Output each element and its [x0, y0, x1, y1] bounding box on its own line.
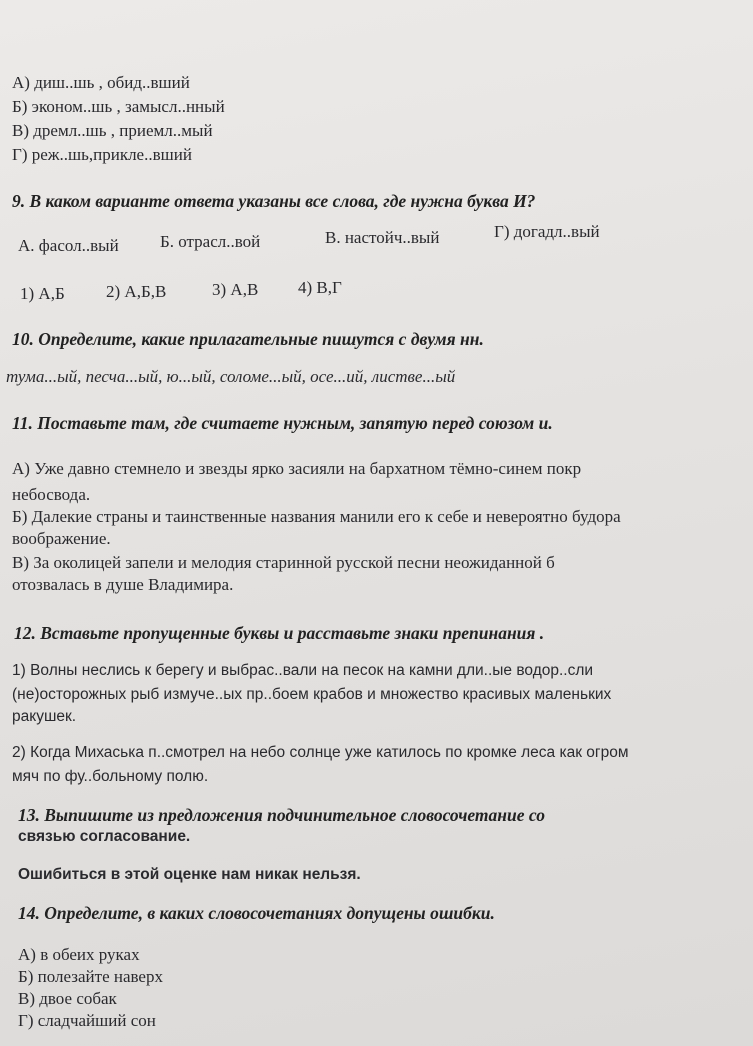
q12-title: 12. Вставьте пропущенные буквы и расставьте знаки препинания . [14, 623, 545, 643]
q9-word-c: В. настойч..вый [325, 228, 440, 247]
q14-option-b: Б) полезайте наверх [18, 967, 163, 986]
q9-word-b: Б. отрасл..вой [160, 232, 261, 251]
q9-title: 9. В каком варианте ответа указаны все слова, где нужна буква И? [12, 191, 536, 211]
q8-option-c: В) дремл..шь , приемл..мый [12, 121, 213, 140]
q10-words: тума...ый, песча...ый, ю...ый, соломе...ый, осе...ий, листве...ый [6, 367, 456, 386]
q12-line-5: мяч по фу..больному полю. [12, 768, 209, 785]
q12-line-1: 1) Волны неслись к берегу и выбрас..вали на песок на камни дли..ые водор..сли [12, 662, 594, 679]
q12-line-4: 2) Когда Михаська п..смотрел на небо солнце уже катилось по кромке леса как огром [12, 744, 629, 761]
q13-title-cont: связью согласование. [18, 828, 191, 845]
q10-title: 10. Определите, какие прилагательные пишутся с двумя нн. [12, 329, 484, 349]
q9-answer-2: 2) А,Б,В [106, 282, 167, 301]
q14-title: 14. Определите, в каких словосочетаниях допущены ошибки. [18, 903, 495, 923]
q8-option-b: Б) эконом..шь , замысл..нный [12, 97, 225, 116]
q9-answer-4: 4) В,Г [298, 278, 342, 297]
q9-word-d: Г) догадл..вый [494, 222, 600, 241]
q13-title: 13. Выпишите из предложения подчинительное словосочетание со [18, 805, 545, 825]
q12-line-3: ракушек. [12, 708, 77, 725]
q13-sentence: Ошибиться в этой оценке нам никак нельзя. [18, 866, 361, 883]
q8-option-d: Г) реж..шь,прикле..вший [12, 145, 192, 164]
q11-line-2: небосвода. [12, 485, 91, 504]
q12-line-2: (не)осторожных рыб измуче..ых пр..боем крабов и множество красивых маленьких [12, 686, 612, 703]
q11-line-4: воображение. [12, 529, 111, 548]
q9-answer-1: 1) А,Б [20, 284, 65, 303]
q9-answer-3: 3) А,В [212, 280, 259, 299]
q11-line-3: Б) Далекие страны и таинственные названия манили его к себе и невероятно будора [12, 507, 621, 526]
q14-option-a: А) в обеих руках [18, 945, 140, 964]
q11-line-6: отозвалась в душе Владимира. [12, 575, 234, 594]
q9-word-a: А. фасол..вый [18, 236, 119, 255]
q11-line-5: В) За околицей запели и мелодия старинной русской песни неожиданной б [12, 553, 555, 572]
q14-option-d: Г) сладчайший сон [18, 1011, 156, 1030]
q8-option-a: А) диш..шь , обид..вший [12, 73, 190, 92]
q11-line-1: А) Уже давно стемнело и звезды ярко засияли на бархатном тёмно-синем покр [12, 459, 582, 478]
q14-option-c: В) двое собак [18, 989, 117, 1008]
q11-title: 11. Поставьте там, где считаете нужным, запятую перед союзом и. [12, 413, 553, 433]
